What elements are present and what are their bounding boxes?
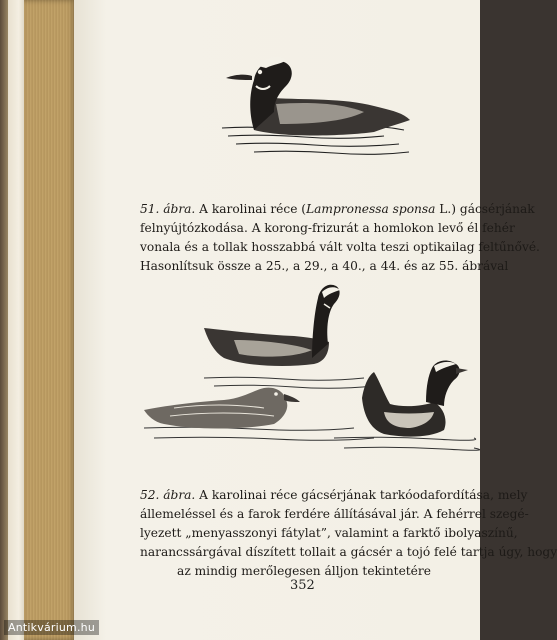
book-page	[74, 0, 557, 640]
page-number: 352	[290, 578, 315, 593]
duck-illustration-52	[134, 278, 474, 468]
caption-51-line-4: Hasonlítsuk össze a 25., a 29., a 40., a 44. és az 55. ábrával	[140, 259, 509, 273]
caption-52-line-2: állemeléssel és a farok ferdére állításával jár. A fehérrel szegé-	[140, 507, 529, 521]
figure-52-caption	[140, 486, 557, 581]
caption-52-line-4: narancssárgával díszített tollait a gácsér a tojó felé tartja úgy, hogy	[140, 545, 557, 559]
duck-illustration-51	[214, 40, 414, 165]
figure-51-caption	[140, 200, 540, 276]
page-stack-edges	[24, 0, 76, 640]
watermark: Antikvárium.hu	[4, 620, 99, 635]
caption-52-line-5: az mindig merőlegesen álljon tekintetére	[177, 564, 431, 578]
caption-51-line-2: felnyújtózkodása. A korong-frizurát a homlokon levő él fehér	[140, 221, 515, 235]
caption-52-line-3: lyezett „menyasszonyi fátylat”, valamint a farktő ibolyaszínű,	[140, 526, 518, 540]
caption-51-line-3: vonala és a tollak hosszabbá vált volta teszi optikailag feltűnővé.	[140, 240, 540, 254]
caption-52-line-1: 52. ábra. A karolinai réce gácsérjának tarkóodafordítása, mely	[140, 488, 528, 502]
caption-51-line-1: 51. ábra. A karolinai réce (Lampronessa sponsa L.) gácsérjának	[140, 202, 535, 216]
